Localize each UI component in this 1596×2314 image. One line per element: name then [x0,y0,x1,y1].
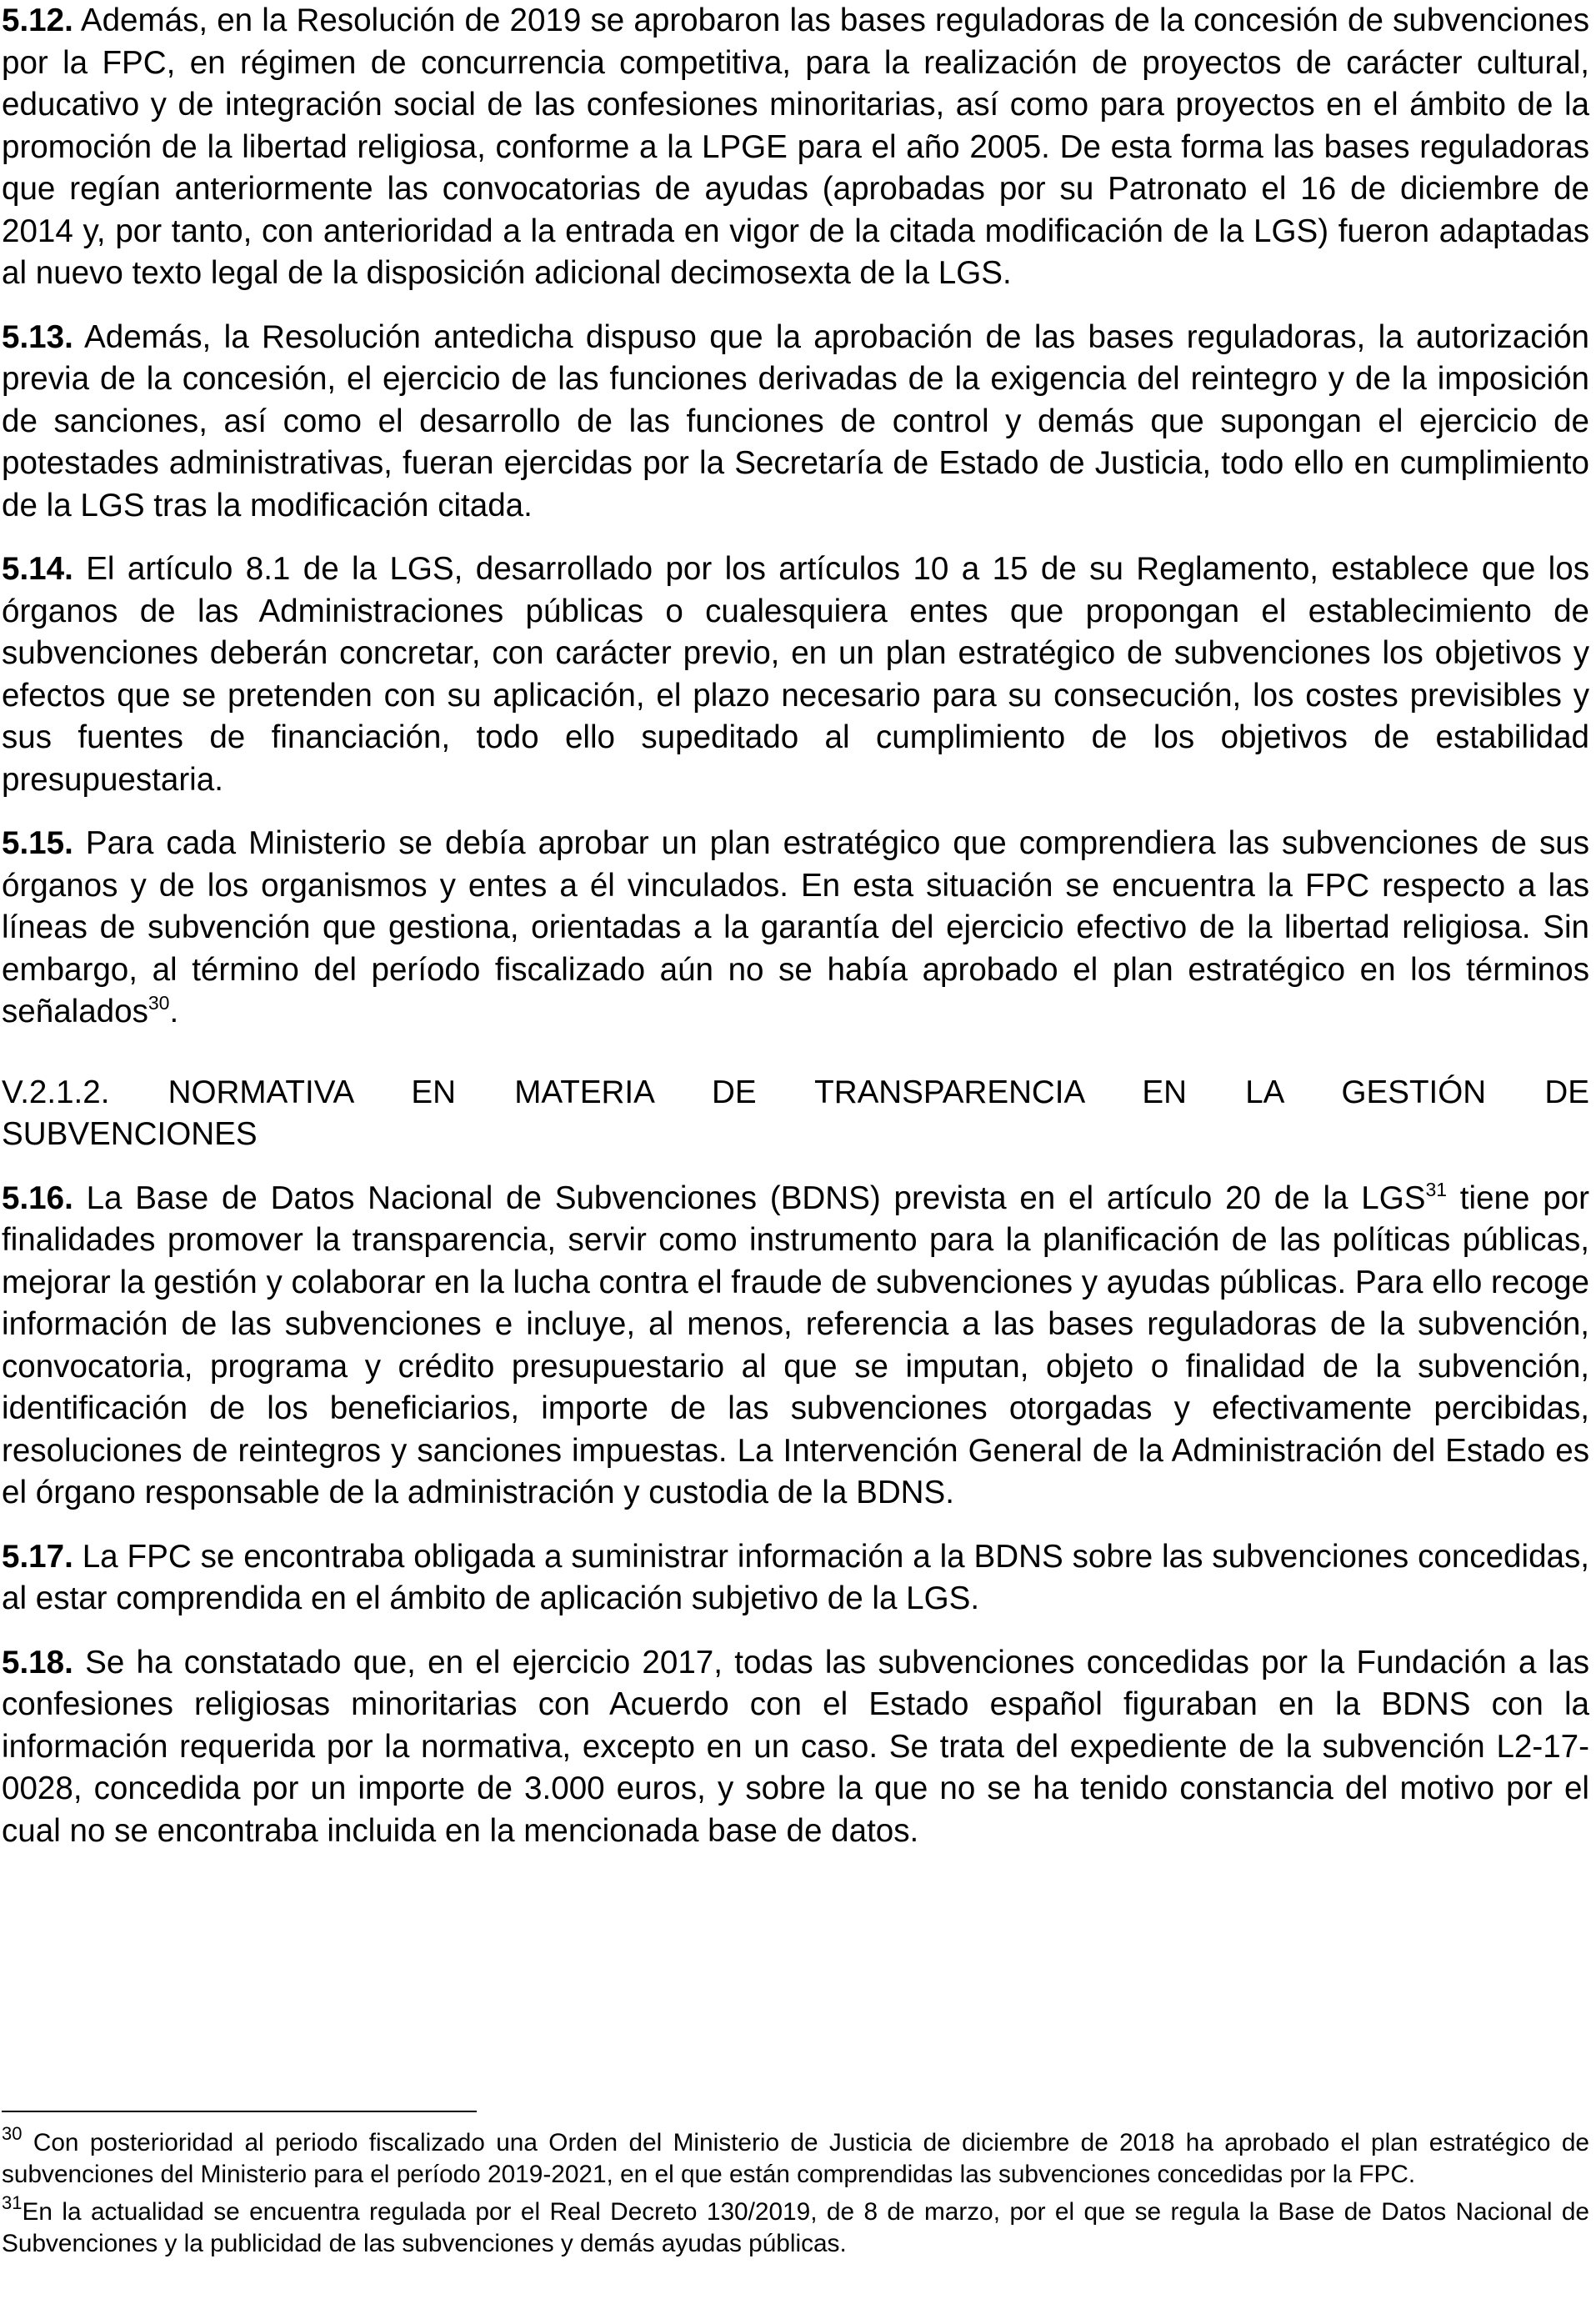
footnote-marker: 30 [2,2123,23,2144]
paragraph-text: Además, la Resolución antedicha dispuso que la aprobación de las bases reguladoras, la autorización previa de la concesión, el ejercicio de las funciones derivadas de la exigencia del reintegro y de la imposición de sanciones, así como el desarrollo de las funciones de control y demás que supongan el ejercicio de potestades administrativas, fueran ejercidas por la Secretaría de Estado de Justicia, todo ello en cumplimiento de la LGS tras la modificación citada. [2,318,1589,523]
paragraph-number: 5.16. [2,1180,73,1216]
section-heading [2,1072,1589,1156]
footnote-text: Con posterioridad al periodo fiscalizado una Orden del Ministerio de Justicia de diciembre de 2018 ha aprobado el plan estratégico de subvenciones del Ministerio para el período 2019-2021, en el que están comprendidas las subvenciones concedidas por la FPC. [2,2129,1589,2188]
paragraph-number: 5.15. [2,825,73,861]
footnotes [2,2123,1589,2266]
footnote-separator [2,2111,477,2112]
paragraph-text-start: La Base de Datos Nacional de Subvenciones (BDNS) prevista en el artículo 20 de la LGS [73,1180,1426,1216]
paragraph-number: 5.17. [2,1538,73,1575]
paragraph-number: 5.14. [2,551,73,587]
section-heading-line-2: SUBVENCIONES [2,1116,258,1152]
footnote-30 [2,2123,1589,2190]
paragraph-text-end: . [169,994,179,1029]
footnote-text: En la actualidad se encuentra regulada por el Real Decreto 130/2019, de 8 de marzo, por el que se regula la Base de Datos Nacional de Subvenciones y la publicidad de las subvenciones y demás ayudas públicas. [2,2198,1589,2257]
paragraph-number: 5.12. [2,3,73,38]
paragraph-number: 5.18. [2,1644,73,1680]
paragraph-5-13 [2,317,1589,528]
paragraph-5-18 [2,1642,1589,1853]
footnote-reference-30[interactable]: 30 [148,992,170,1014]
footnote-31 [2,2192,1589,2259]
paragraph-text: Para cada Ministerio se debía aprobar un plan estratégico que comprendiera las subvenciones de sus órganos y de los organismos y entes a él vinculados. En esta situación se encuentra la FPC respecto a las líneas de subvención que gestiona, orientadas a la garantía del ejercicio efectivo de la libertad religiosa. Sin embargo, al término del período fiscalizado aún no se había aprobado el plan estratégico en los términos señalados [2,825,1589,1029]
paragraph-5-14 [2,548,1589,801]
paragraph-text: Se ha constatado que, en el ejercicio 2017, todas las subvenciones concedidas por la Fundación a las confesiones religiosas minoritarias con Acuerdo con el Estado español figuraban en la BDNS con la información requerida por la normativa, excepto en un caso. Se trata del expediente de la subvención L2-17-0028, concedida por un importe de 3.000 euros, y sobre la que no se ha tenido constancia del motivo por el cual no se encontraba incluida en la mencionada base de datos. [2,1644,1589,1849]
section-heading-line-1: V.2.1.2. NORMATIVA EN MATERIA DE TRANSPARENCIA EN LA GESTIÓN DE [2,1074,1589,1110]
footnote-reference-31[interactable]: 31 [1425,1178,1448,1200]
footnote-marker: 31 [2,2192,23,2213]
paragraph-text: El artículo 8.1 de la LGS, desarrollado por los artículos 10 a 15 de su Reglamento, establece que los órganos de las Administraciones públicas o cualesquiera entes que propongan el establecimiento de subvenciones deberán concretar, con carácter previo, en un plan estratégico de subvenciones los objetivos y efectos que se pretenden con su aplicación, el plazo necesario para su consecución, los costes previsibles y sus fuentes de financiación, todo ello supeditado al cumplimiento de los objetivos de estabilidad presupuestaria. [2,551,1589,798]
paragraph-text: Además, en la Resolución de 2019 se aprobaron las bases reguladoras de la concesión de subvenciones por la FPC, en régimen de concurrencia competitiva, para la realización de proyectos de carácter cultural, educativo y de integración social de las confesiones minoritarias, así como para proyectos en el ámbito de la promoción de la libertad religiosa, conforme a la LPGE para el año 2005. De esta forma las bases reguladoras que regían anteriormente las convocatorias de ayudas (aprobadas por su Patronato el 16 de diciembre de 2014 y, por tanto, con anterioridad a la entrada en vigor de la citada modificación de la LGS) fueron adaptadas al nuevo texto legal de la disposición adicional decimosexta de la LGS. [2,3,1589,291]
paragraph-5-15 [2,823,1589,1034]
paragraph-text: La FPC se encontraba obligada a suministrar información a la BDNS sobre las subvenciones concedidas, al estar comprendida en el ámbito de aplicación subjetivo de la LGS. [2,1538,1589,1616]
main-text [2,0,1589,1874]
paragraph-5-17 [2,1536,1589,1620]
paragraph-5-12 [2,0,1589,295]
paragraph-text: tiene por finalidades promover la transparencia, servir como instrumento para la planificación de las políticas públicas, mejorar la gestión y colaborar en la lucha contra el fraude de subvenciones y ayudas públicas. Para ello recoge información de las subvenciones e incluye, al menos, referencia a las bases reguladoras de la subvención, convocatoria, programa y crédito presupuestario al que se imputan, objeto o finalidad de la subvención, identificación de los beneficiarios, importe de las subvenciones otorgadas y efectivamente percibidas, resoluciones de reintegros y sanciones impuestas. La Intervención General de la Administración del Estado es el órgano responsable de la administración y custodia de la BDNS. [2,1180,1589,1510]
paragraph-5-16 [2,1178,1589,1515]
paragraph-number: 5.13. [2,318,73,355]
